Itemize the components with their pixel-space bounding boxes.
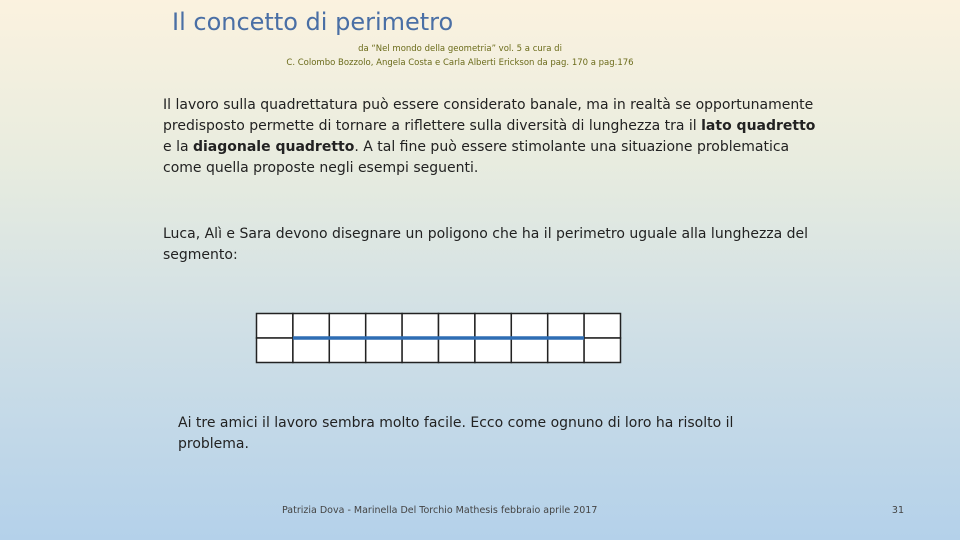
- intro-paragraph: [163, 95, 823, 179]
- intro-text-2: e la: [163, 139, 193, 155]
- grid-cell: [293, 338, 329, 363]
- grid-cell: [257, 338, 293, 363]
- intro-bold-lato: lato quadretto: [701, 118, 816, 134]
- source-citation: [230, 42, 690, 70]
- page-number: 31: [891, 505, 904, 516]
- grid-cell: [439, 314, 475, 339]
- grid-cell: [257, 314, 293, 339]
- grid-cell: [329, 314, 365, 339]
- grid-cell: [584, 314, 620, 339]
- square-grid: [255, 312, 622, 364]
- intro-text-3: . A tal fine può essere stimolante una situazione problematica come quella proposte negli esempi seguenti.: [163, 139, 790, 176]
- grid-cell: [402, 338, 438, 363]
- grid-drawing: [255, 312, 622, 364]
- intro-bold-diagonale: diagonale quadretto: [192, 139, 355, 155]
- grid-cell: [402, 314, 438, 339]
- grid-cell: [548, 338, 584, 363]
- source-line-1: da “Nel mondo della geometria” vol. 5 a cura di: [358, 44, 562, 54]
- conclusion-paragraph: Ai tre amici il lavoro sembra molto facile. Ecco come ognuno di loro ha risolto il problema.: [178, 415, 734, 452]
- grid-cell: [511, 338, 547, 363]
- grid-cell: [293, 314, 329, 339]
- grid-cell: [366, 314, 402, 339]
- grid-cell: [439, 338, 475, 363]
- grid-cell: [511, 314, 547, 339]
- grid-cell: [329, 338, 365, 363]
- intro-text-1: Il lavoro sulla quadrettatura può essere considerato banale, ma in realtà se opportunamente predisposto permette di tornare a riflettere sulla diversità di lunghezza tra il: [163, 97, 814, 134]
- grid-cell: [584, 338, 620, 363]
- source-line-2: C. Colombo Bozzolo, Angela Costa e Carla Alberti Erickson da pag. 170 a pag.176: [286, 58, 634, 68]
- grid-cell: [366, 338, 402, 363]
- footer-credits: Patrizia Dova - Marinella Del Torchio Mathesis febbraio aprile 2017: [282, 505, 598, 516]
- grid-cell: [548, 314, 584, 339]
- grid-cell: [475, 314, 511, 339]
- problem-paragraph: Luca, Alì e Sara devono disegnare un poligono che ha il perimetro uguale alla lunghezza del segmento:: [163, 226, 809, 263]
- slide-title: Il concetto di perimetro: [172, 8, 454, 36]
- grid-cell: [475, 338, 511, 363]
